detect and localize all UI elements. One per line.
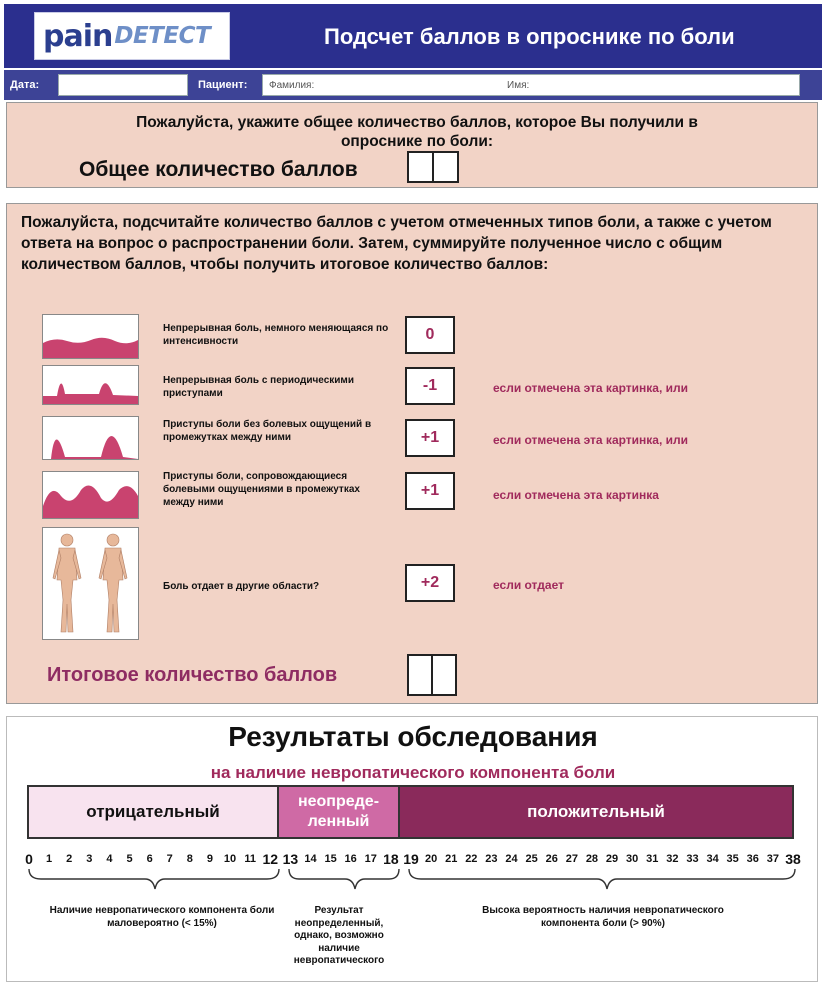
result-segment-negative — [27, 785, 279, 839]
logo-text-detect: DETECT — [114, 23, 211, 49]
result-segment-label: положительный — [527, 802, 665, 821]
body-figures-image — [42, 527, 139, 640]
scale-tick-label: 22 — [465, 853, 478, 865]
date-label: Дата: — [10, 79, 40, 91]
scale-tick-label: 4 — [106, 853, 113, 865]
results-title: Результаты обследования — [228, 721, 598, 752]
scale-tick-label: 37 — [766, 853, 780, 865]
scale-tick-label: 13 — [282, 851, 299, 867]
patient-info-bar — [4, 70, 822, 100]
scale-tick-label: 6 — [146, 853, 153, 865]
scale-tick-label: 36 — [746, 853, 759, 865]
result-note-negative: Наличие невропатического компонента боли маловероятно (< 15%) — [49, 905, 275, 929]
total-score-section — [6, 102, 818, 188]
scale-tick-label: 2 — [66, 853, 73, 865]
pain-pattern-attacks-graphic — [42, 365, 139, 405]
name-placeholder: Имя: — [507, 80, 530, 91]
scale-tick-label: 3 — [86, 853, 93, 865]
pain-pattern-condition: если отмечена эта картинка — [493, 488, 659, 502]
pain-pattern-instruction: Пожалуйста, подсчитайте количество баллов с учетом отмеченных типов боли, а также с учетом ответа на вопрос о распространении боли. Затем, суммируйте полученное число с общим количеством баллов, чтобы получить итоговое количество баллов: — [21, 214, 772, 273]
scale-tick-label: 17 — [364, 853, 377, 865]
scale-tick-label: 27 — [565, 853, 578, 865]
scale-tick-label: 25 — [525, 853, 538, 865]
scale-tick-label: 19 — [403, 851, 419, 867]
page-title: Подсчет баллов в опроснике по боли — [324, 24, 735, 49]
pain-pattern-attacks-with-pain-graphic — [42, 471, 139, 519]
scale-tick-label: 24 — [505, 853, 518, 865]
scale-tick-label: 33 — [686, 853, 699, 865]
final-score-input[interactable] — [407, 654, 457, 696]
scale-tick-label: 20 — [424, 853, 438, 865]
result-note-uncertain: Результат неопределенный, однако, возможно наличие невропатического — [293, 905, 385, 966]
scale-tick-label: 1 — [46, 853, 53, 865]
pain-pattern-description: Непрерывная боль с периодическими приступами — [163, 375, 354, 399]
pain-pattern-score: 0 — [405, 316, 455, 354]
result-segment-uncertain — [277, 785, 400, 839]
total-score-instruction: Пожалуйста, укажите общее количество баллов, которое Вы получили в опроснике по боли: — [136, 114, 698, 150]
logo-text-pain: pain — [43, 18, 113, 54]
score-range-braces — [27, 867, 797, 897]
scale-tick-label: 12 — [262, 851, 279, 867]
pain-radiation-score: +2 — [405, 564, 455, 602]
scale-tick-label: 34 — [706, 853, 719, 865]
scale-tick-label: 26 — [545, 853, 558, 865]
scale-tick-label: 11 — [244, 853, 256, 865]
scale-tick-label: 5 — [126, 853, 133, 865]
pain-pattern-description: Непрерывная боль, немного меняющаяся по интенсивности — [163, 323, 389, 347]
final-score-label: Итоговое количество баллов — [47, 664, 338, 686]
result-segment-label: неопреде-ленный — [297, 793, 380, 830]
scale-tick-label: 16 — [344, 853, 357, 865]
pain-pattern-score: +1 — [405, 419, 455, 457]
date-field[interactable] — [58, 74, 188, 96]
scale-tick-label: 10 — [223, 853, 237, 865]
scale-tick-label: 8 — [186, 853, 193, 865]
surname-placeholder: Фамилия: — [269, 80, 315, 91]
results-subtitle: на наличие невропатического компонента боли — [210, 763, 616, 782]
pain-pattern-section — [6, 203, 818, 704]
pain-pattern-score: -1 — [405, 367, 455, 405]
scale-tick-label: 15 — [324, 853, 337, 865]
paindetect-logo — [34, 12, 230, 60]
scale-tick-label: 0 — [25, 851, 33, 867]
pain-pattern-condition: если отмечена эта картинка, или — [493, 381, 689, 395]
scale-tick-label: 38 — [785, 851, 801, 867]
total-score-label: Общее количество баллов — [79, 158, 358, 181]
scale-tick-label: 31 — [646, 853, 659, 865]
scale-tick-label: 7 — [166, 853, 173, 865]
pain-radiation-question: Боль отдает в другие области? — [163, 581, 320, 592]
scale-tick-label: 28 — [585, 853, 599, 865]
scale-tick-label: 23 — [485, 853, 498, 865]
total-score-input[interactable] — [407, 151, 459, 183]
scale-tick-label: 21 — [445, 853, 458, 865]
scale-tick-label: 35 — [726, 853, 739, 865]
result-segment-positive — [398, 785, 794, 839]
pain-pattern-description: Приступы боли без болевых ощущений в промежутках между ними — [163, 419, 372, 443]
pain-pattern-condition: если отмечена эта картинка, или — [493, 433, 689, 447]
scale-tick-label: 9 — [206, 853, 213, 865]
scale-tick-label: 18 — [383, 851, 399, 867]
scale-tick-label: 29 — [605, 853, 619, 865]
pain-pattern-attacks-no-pain-graphic — [42, 416, 139, 460]
pain-pattern-description: Приступы боли, сопровождающиеся болевыми ощущениями в промежутках между ними — [163, 471, 360, 508]
pain-pattern-constant-graphic — [42, 314, 139, 359]
scale-tick-label: 30 — [626, 853, 639, 865]
header-bar — [4, 4, 822, 68]
pain-pattern-score: +1 — [405, 472, 455, 510]
patient-name-field[interactable] — [262, 74, 800, 96]
results-section — [6, 716, 818, 982]
result-segment-label: отрицательный — [86, 802, 220, 821]
patient-label: Пациент: — [198, 79, 248, 91]
scale-tick-label: 32 — [666, 853, 679, 865]
result-note-positive: Высока вероятность наличия невропатического компонента боли (> 90%) — [482, 905, 724, 929]
scale-tick-label: 14 — [304, 853, 317, 865]
pain-radiation-condition: если отдает — [493, 578, 564, 592]
